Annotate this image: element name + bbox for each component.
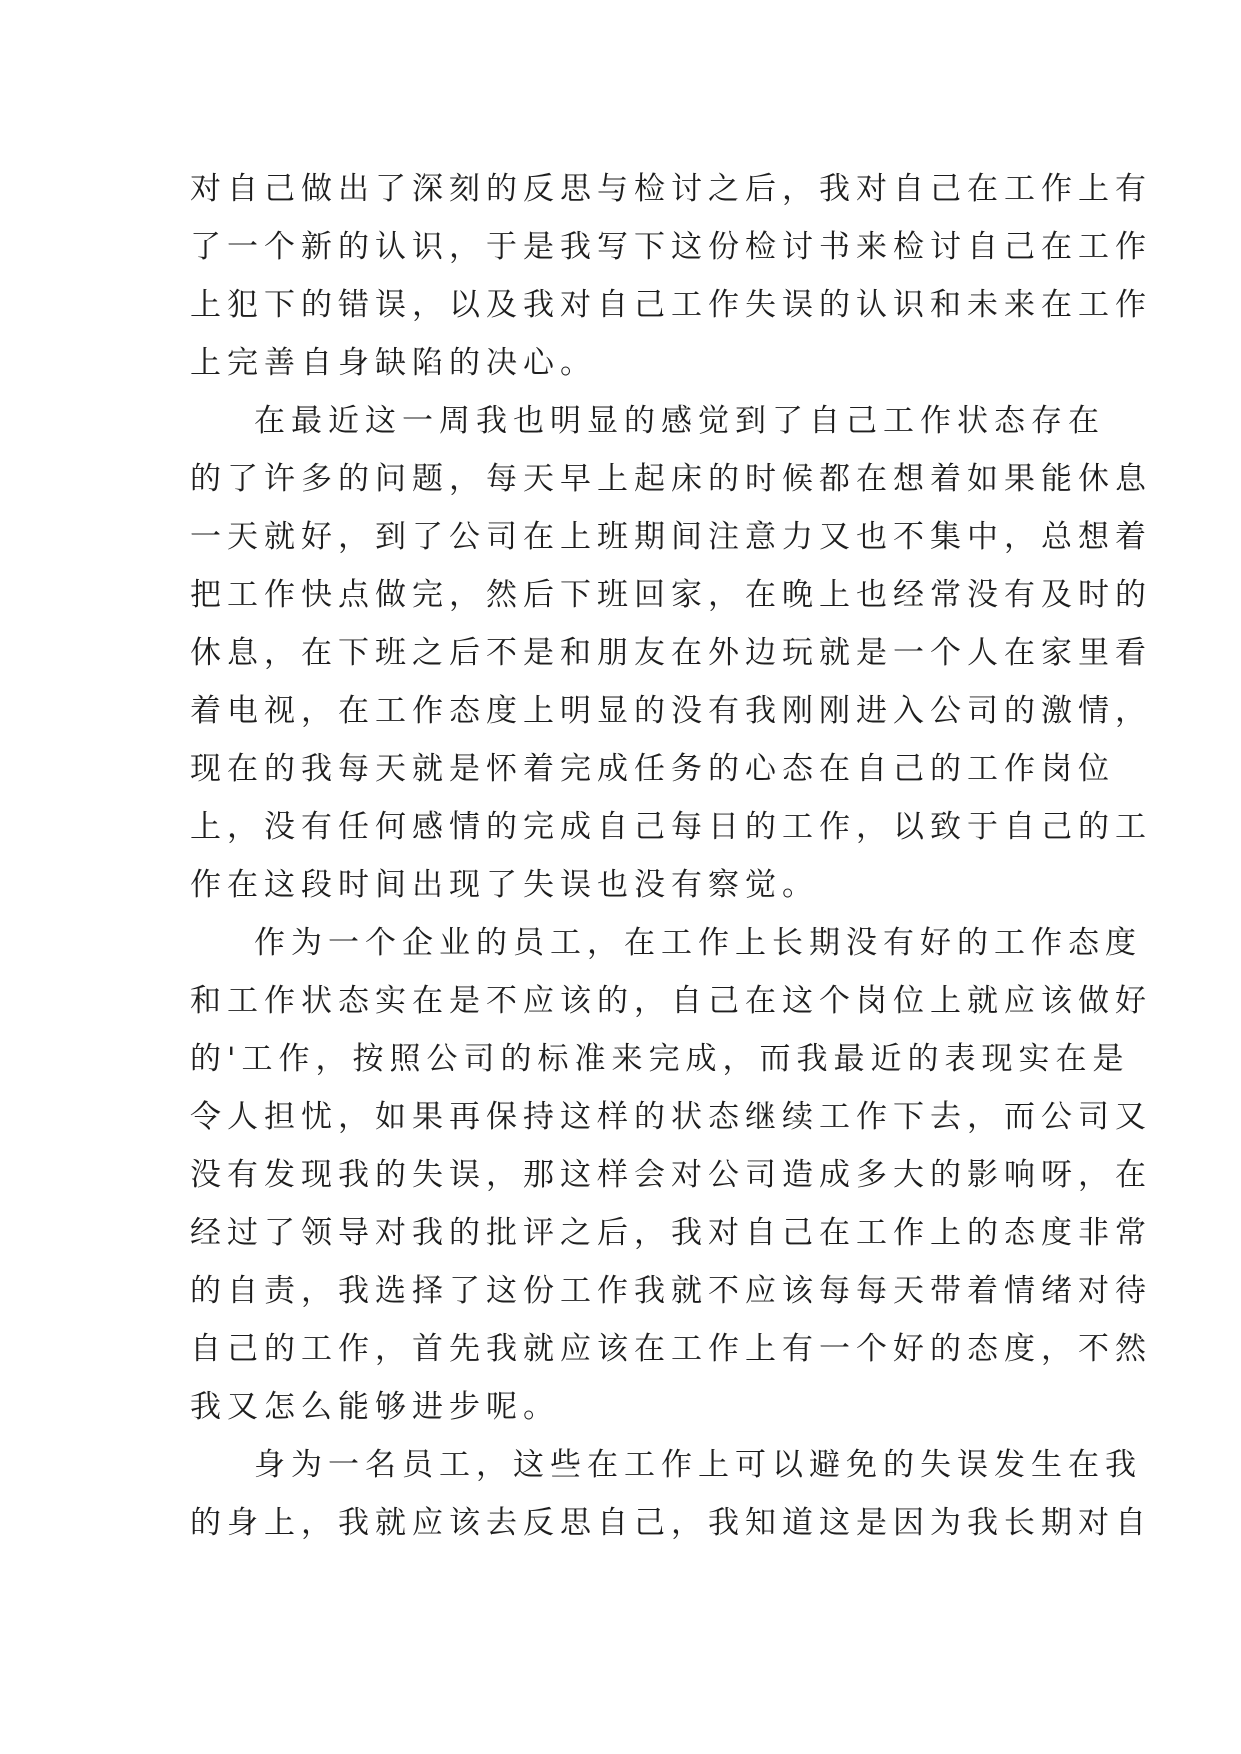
text-line: 一天就好，到了公司在上班期间注意力又也不集中，总想着 xyxy=(190,519,1152,555)
text-line: 自己的工作，首先我就应该在工作上有一个好的态度，不然 xyxy=(190,1331,1152,1367)
text-line: 上，没有任何感情的完成自己每日的工作，以致于自己的工 xyxy=(190,809,1152,845)
text-line: 和工作状态实在是不应该的，自己在这个岗位上就应该做好 xyxy=(190,983,1152,1019)
text-line: 作在这段时间出现了失误也没有察觉。 xyxy=(190,867,819,903)
text-line: 的了许多的问题，每天早上起床的时候都在想着如果能休息 xyxy=(190,461,1152,497)
text-line: 的身上，我就应该去反思自己，我知道这是因为我长期对自 xyxy=(190,1505,1152,1541)
text-line: 把工作快点做完，然后下班回家，在晚上也经常没有及时的 xyxy=(190,577,1152,613)
text-line: 着电视，在工作态度上明显的没有我刚刚进入公司的激情， xyxy=(190,693,1152,729)
text-line: 经过了领导对我的批评之后，我对自己在工作上的态度非常 xyxy=(190,1215,1152,1251)
text-line: 的'工作，按照公司的标准来完成，而我最近的表现实在是 xyxy=(190,1041,1130,1077)
text-line: 没有发现我的失误，那这样会对公司造成多大的影响呀，在 xyxy=(190,1157,1152,1193)
text-line: 上犯下的错误，以及我对自己工作失误的认识和未来在工作 xyxy=(190,287,1152,323)
paragraph-first-line: 身为一名员工，这些在工作上可以避免的失误发生在我 xyxy=(254,1447,1142,1483)
text-line: 我又怎么能够进步呢。 xyxy=(190,1389,560,1425)
paragraph-first-line: 作为一个企业的员工，在工作上长期没有好的工作态度 xyxy=(254,925,1142,961)
text-line: 对自己做出了深刻的反思与检讨之后，我对自己在工作上有 xyxy=(190,171,1152,207)
text-line: 现在的我每天就是怀着完成任务的心态在自己的工作岗位 xyxy=(190,751,1115,787)
text-line: 令人担忧，如果再保持这样的状态继续工作下去，而公司又 xyxy=(190,1099,1152,1135)
text-line: 上完善自身缺陷的决心。 xyxy=(190,345,597,381)
text-line: 休息，在下班之后不是和朋友在外边玩就是一个人在家里看 xyxy=(190,635,1152,671)
document-body xyxy=(190,160,1152,1552)
text-line: 了一个新的认识，于是我写下这份检讨书来检讨自己在工作 xyxy=(190,229,1152,265)
paragraph-first-line: 在最近这一周我也明显的感觉到了自己工作状态存在 xyxy=(254,403,1105,439)
text-line: 的自责，我选择了这份工作我就不应该每每天带着情绪对待 xyxy=(190,1273,1152,1309)
